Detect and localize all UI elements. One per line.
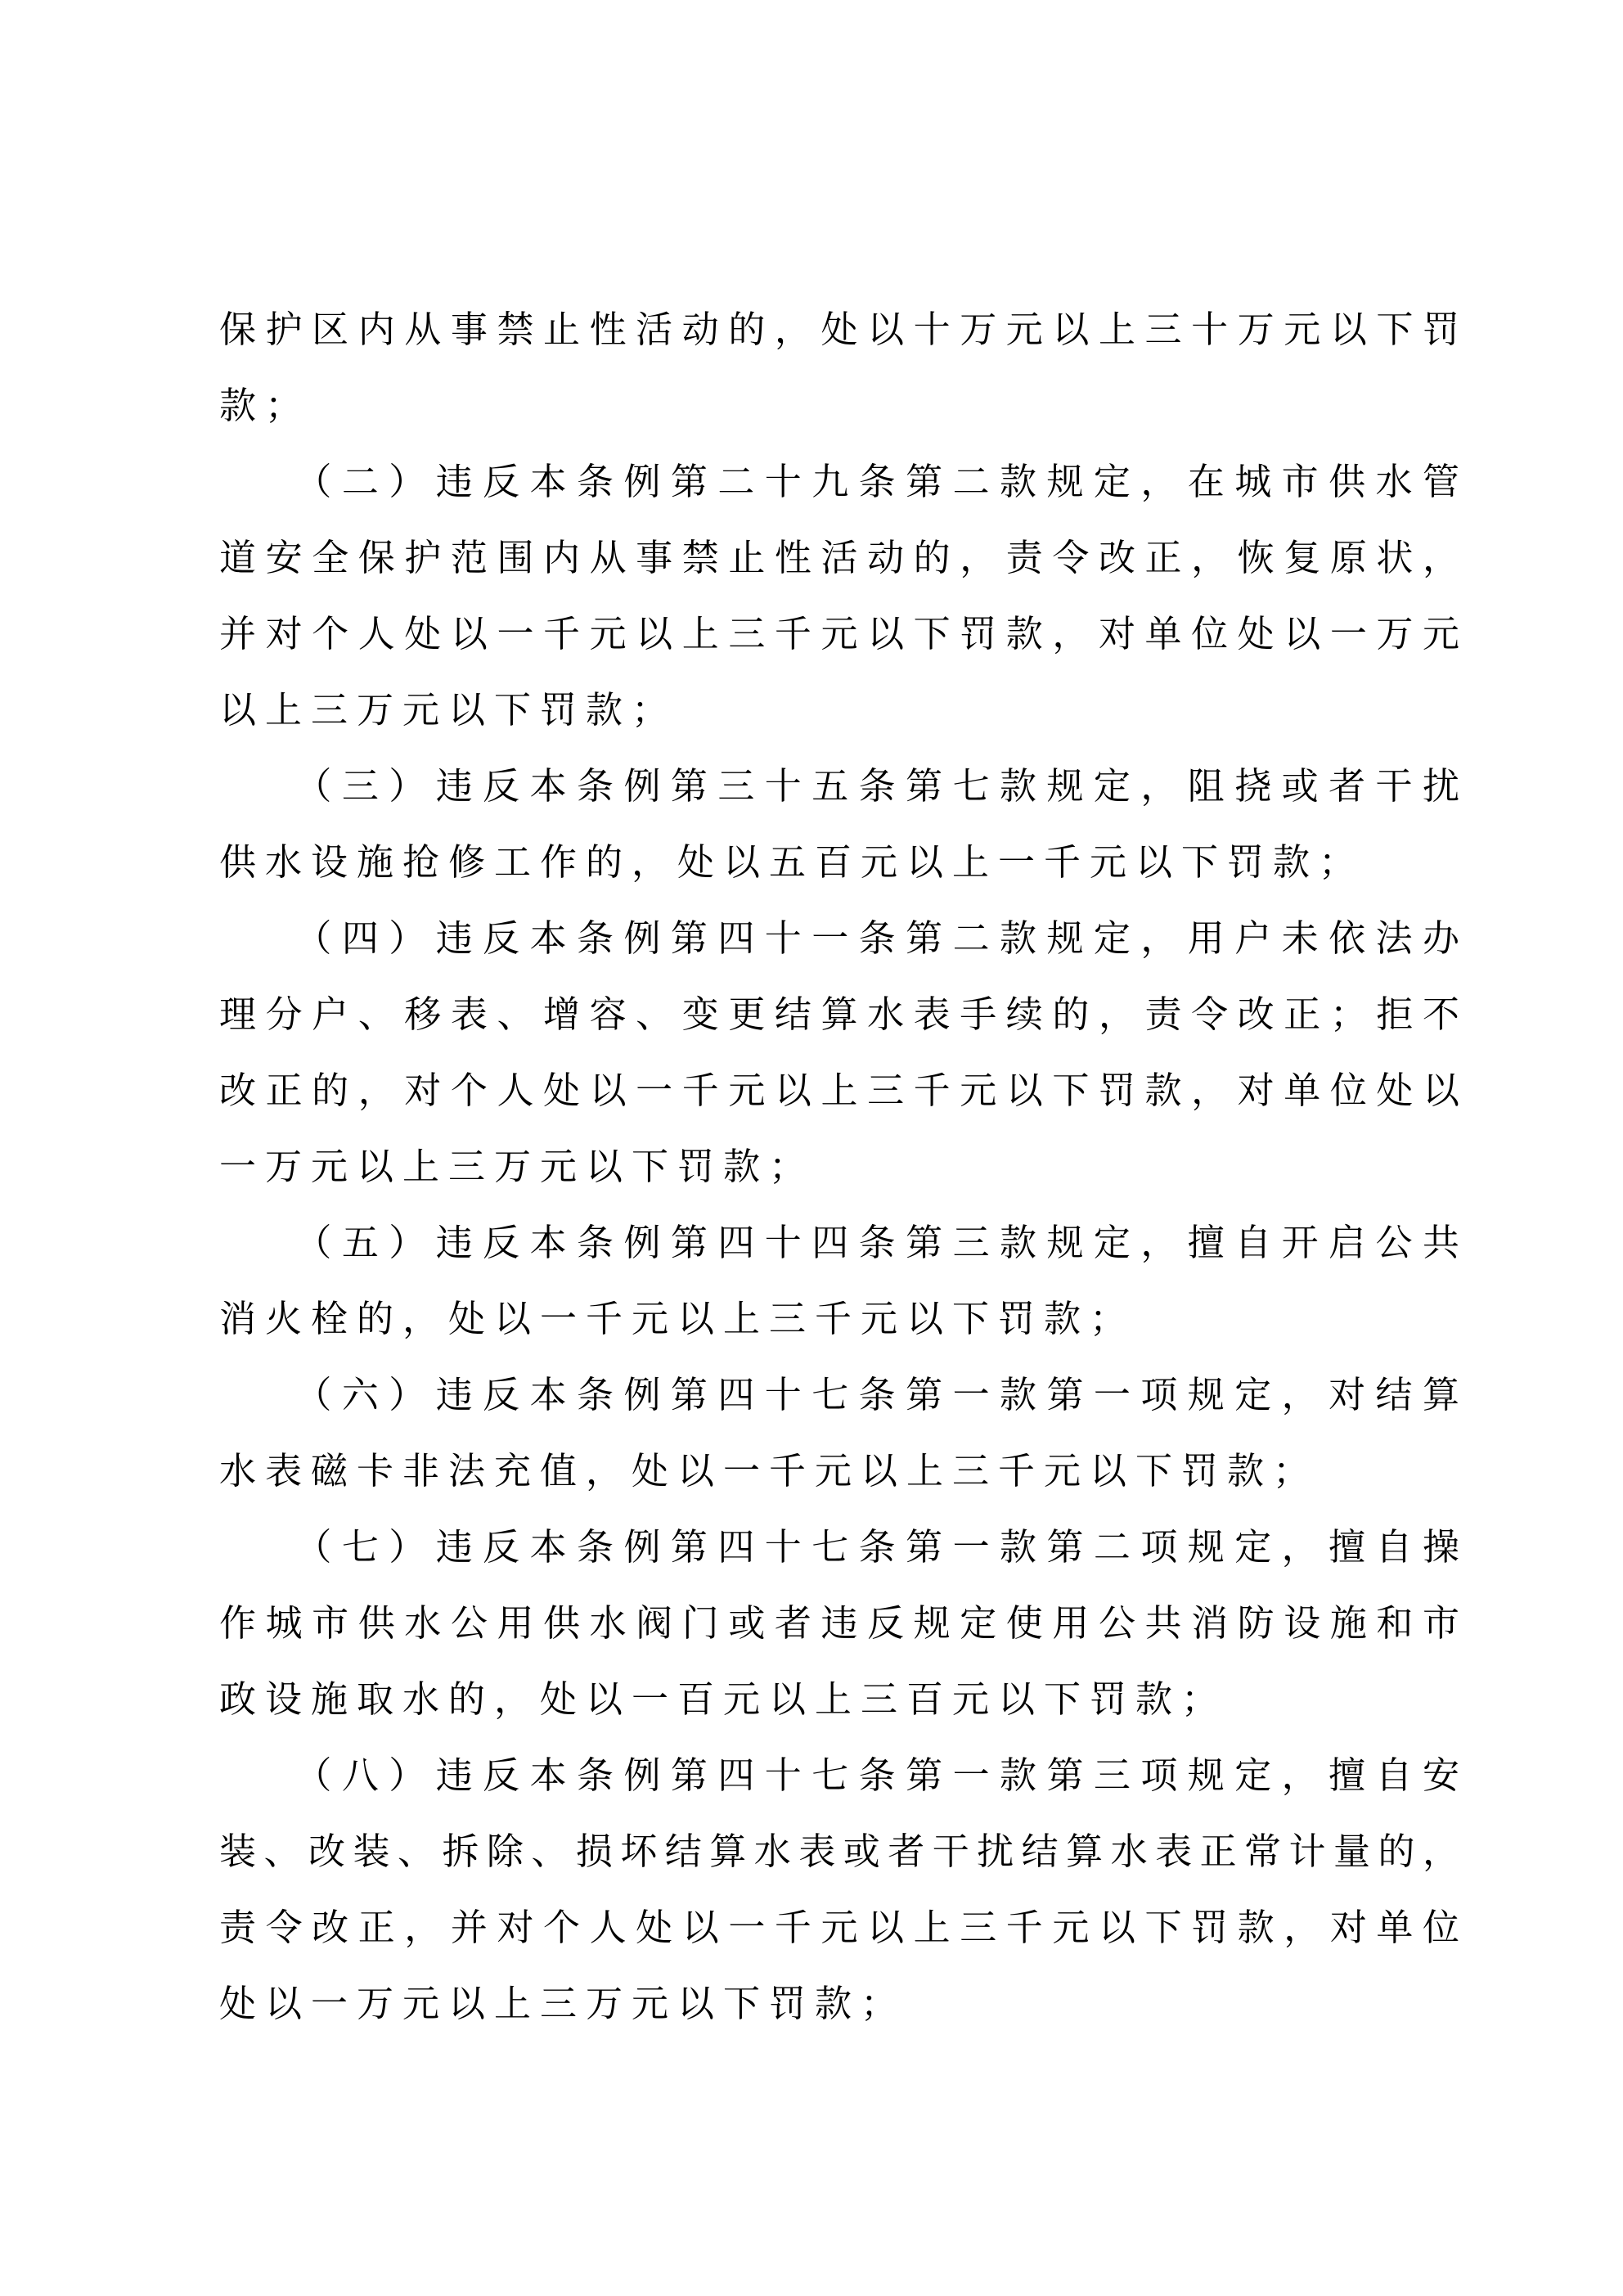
- text-line: 以上三万元以下罚款；: [219, 690, 678, 731]
- text-line: （二）违反本条例第二十九条第二款规定，在城市供水管: [219, 461, 1459, 502]
- text-line: 道安全保护范围内从事禁止性活动的，责令改正，恢复原状，: [219, 538, 1459, 579]
- text-line: 水表磁卡非法充值，处以一千元以上三千元以下罚款；: [219, 1451, 1320, 1492]
- text-line: （五）违反本条例第四十四条第三款规定，擅自开启公共: [219, 1222, 1459, 1263]
- text-line: 处以一万元以上三万元以下罚款；: [219, 1983, 907, 2024]
- text-line: 政设施取水的，处以一百元以上三百元以下罚款；: [219, 1679, 1228, 1720]
- text-line: 改正的，对个人处以一千元以上三千元以下罚款，对单位处以: [219, 1070, 1459, 1111]
- text-line: （六）违反本条例第四十七条第一款第一项规定，对结算: [219, 1375, 1459, 1416]
- text-line: 供水设施抢修工作的，处以五百元以上一千元以下罚款；: [219, 842, 1365, 883]
- text-line: （四）违反本条例第四十一条第二款规定，用户未依法办: [219, 918, 1459, 959]
- text-line: 消火栓的，处以一千元以上三千元以下罚款；: [219, 1299, 1136, 1339]
- text-line: （七）违反本条例第四十七条第一款第二项规定，擅自操: [219, 1527, 1459, 1568]
- text-line: 并对个人处以一千元以上三千元以下罚款，对单位处以一万元: [219, 614, 1459, 655]
- text-line: 款；: [219, 385, 312, 426]
- text-line: 一万元以上三万元以下罚款；: [219, 1146, 816, 1187]
- text-line: 理分户、移表、增容、变更结算水表手续的，责令改正；拒不: [219, 994, 1459, 1035]
- text-line: （三）违反本条例第三十五条第七款规定，阻挠或者干扰: [219, 766, 1459, 807]
- text-line: 责令改正，并对个人处以一千元以上三千元以下罚款，对单位: [219, 1907, 1459, 1948]
- text-line: （八）违反本条例第四十七条第一款第三项规定，擅自安: [219, 1755, 1459, 1796]
- text-line: 保护区内从事禁止性活动的，处以十万元以上三十万元以下罚: [219, 309, 1459, 350]
- text-line: 装、改装、拆除、损坏结算水表或者干扰结算水表正常计量的，: [219, 1831, 1459, 1872]
- text-line: 作城市供水公用供水阀门或者违反规定使用公共消防设施和市: [219, 1603, 1459, 1644]
- document-page: [219, 292, 1459, 2042]
